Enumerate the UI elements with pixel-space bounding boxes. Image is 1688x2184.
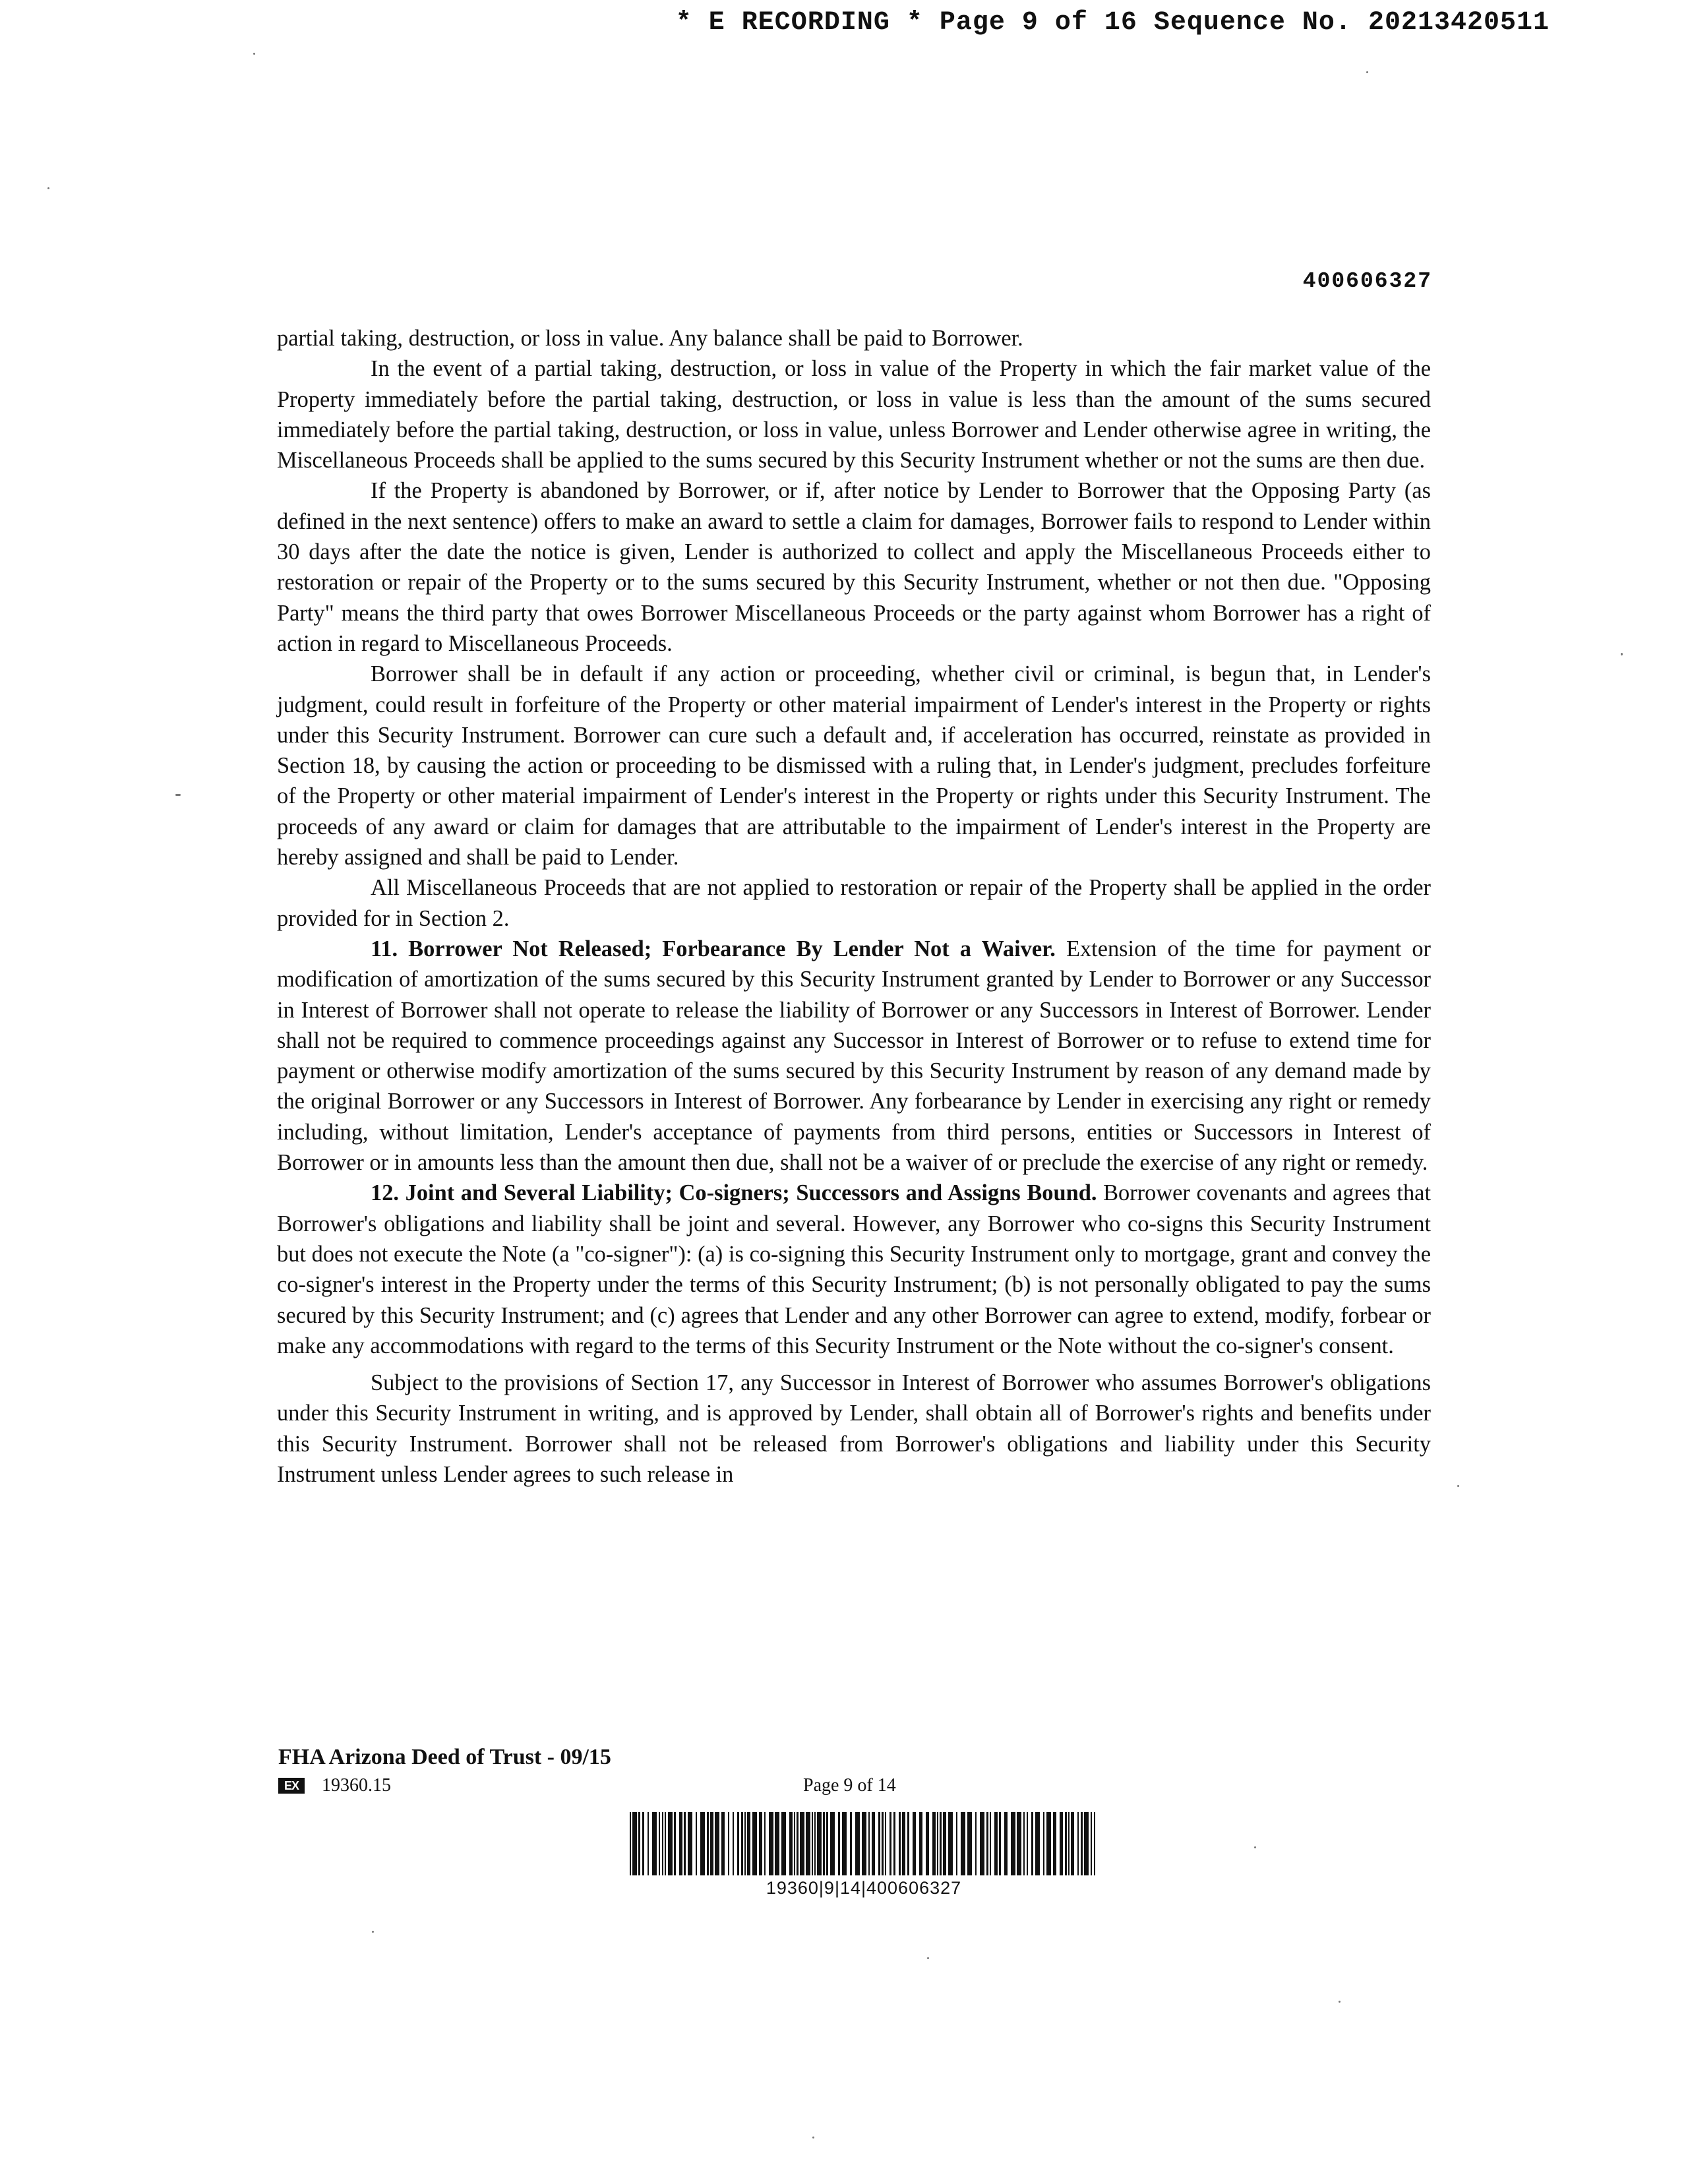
barcode-bar (630, 1812, 631, 1875)
barcode-bar (919, 1812, 922, 1875)
barcode-bar (747, 1812, 750, 1875)
barcode-bar (764, 1812, 766, 1875)
barcode-bar (980, 1812, 984, 1875)
barcode-bar (842, 1812, 847, 1875)
body-text (277, 323, 1431, 1490)
barcode-bar (1004, 1812, 1008, 1875)
barcode-bar (1094, 1812, 1095, 1875)
paragraph-misc-proceeds (277, 872, 1431, 934)
barcode-bar (812, 1812, 813, 1875)
recording-header: * E RECORDING * Page 9 of 16 Sequence No. 20213420511 (675, 8, 1550, 38)
barcode-bar (885, 1812, 886, 1875)
barcode-bar (700, 1812, 705, 1875)
barcode-bar (986, 1812, 988, 1875)
footer-page-label: Page 9 of 14 (803, 1775, 896, 1796)
scan-speck (927, 1957, 929, 1959)
barcode-bar (850, 1812, 852, 1875)
scan-speck (253, 53, 255, 55)
barcode-bar (899, 1812, 901, 1875)
barcode-bar (737, 1812, 739, 1875)
scan-speck (1254, 1846, 1256, 1848)
barcode-bar (961, 1812, 965, 1875)
barcode-bar (1081, 1812, 1083, 1875)
ellie-mae-logo: EX (278, 1778, 305, 1794)
barcode-bar (889, 1812, 891, 1875)
barcode-bar (902, 1812, 905, 1875)
barcode-bar (1053, 1812, 1056, 1875)
barcode-bar (926, 1812, 929, 1875)
barcode-bar (674, 1812, 676, 1875)
barcode-bar (814, 1812, 816, 1875)
barcode-bar (665, 1812, 666, 1875)
section-12-heading: 12. Joint and Several Liability; Co-signers; Successors and Assigns Bound. (371, 1180, 1097, 1206)
barcode-bar (975, 1812, 977, 1875)
paragraph-text: All Miscellaneous Proceeds that are not applied to restoration or repair of the Property shall be applied in the order provided for in Section 2. (277, 875, 1431, 931)
barcode-bar (907, 1812, 909, 1875)
barcode-bar (868, 1812, 870, 1875)
barcode-bar (806, 1812, 810, 1875)
paragraph-text: partial taking, destruction, or loss in value. Any balance shall be paid to Borrower. (277, 326, 1023, 351)
section-12-text: Borrower covenants and agrees that Borrower's obligations and liability shall be joint and several. However, any Borrower who co-signs this Security Instrument but does not execute the Note (a "co-signer"): (a) is co-signing this Security Instrument only to mortgage, grant and convey the co-signer's interest in the Property under the terms of this Security Instrument; (b) is not personally obligated to pay the sums secured by this Security Instrument; and (c) agrees that Lender and any other Borrower can agree to extend, modify, forbear or make any accommodations with regard to the terms of this Security Instrument or the Note without the co-signer's consent. (277, 1180, 1431, 1358)
section-11-heading: 11. Borrower Not Released; Forbearance By Lender Not a Waiver. (371, 936, 1056, 961)
barcode-bar (878, 1812, 880, 1875)
barcode-bar (1031, 1812, 1033, 1875)
barcode-bar (1023, 1812, 1025, 1875)
barcode-bar (893, 1812, 895, 1875)
barcode-bar (1060, 1812, 1063, 1875)
barcode-bar (1068, 1812, 1070, 1875)
section-11-text: Extension of the time for payment or modification of amortization of the sums secured by this Security Instrument granted by Lender to Borrower or any Successor in Interest of Borrower shall not operate to release the liability of Borrower or any Successors in Interest of Borrower. Lender shall not be required to commence proceedings against any Successor in Interest of Borrower or to refuse to extend time for payment or otherwise modify amortization of the sums secured by this Security Instrument by reason of any demand made by the original Borrower or any Successors in Interest of Borrower. Any forbearance by Lender in exercising any right or remedy including, without limitation, Lender's acceptance of payments from third persons, entities or Successors in Interest of Borrower or in amounts less than the amount then due, shall not be a waiver of or preclude the exercise of any right or remedy. (277, 936, 1432, 1176)
barcode-bar (948, 1812, 953, 1875)
barcode-bar (882, 1812, 884, 1875)
barcode-bar (707, 1812, 709, 1875)
barcode-bar (652, 1812, 657, 1875)
barcode-bar (638, 1812, 640, 1875)
barcode-bar (759, 1812, 762, 1875)
barcode-bar (1043, 1812, 1044, 1875)
barcode-bar (990, 1812, 991, 1875)
barcode-bar (830, 1812, 835, 1875)
barcode-bar (679, 1812, 682, 1875)
barcode-bar (967, 1812, 972, 1875)
barcode-bar (1071, 1812, 1074, 1875)
barcode-bar (741, 1812, 743, 1875)
barcode-bar (733, 1812, 734, 1875)
barcode-bar (688, 1812, 692, 1875)
scan-speck (1366, 71, 1368, 73)
barcode-bar (872, 1812, 875, 1875)
barcode-bar (715, 1812, 719, 1875)
barcode-bar (789, 1812, 793, 1875)
scan-speck (1457, 1485, 1459, 1487)
barcode-bar (728, 1812, 729, 1875)
barcode (630, 1812, 1098, 1875)
barcode-bar (662, 1812, 663, 1875)
paragraph-text: If the Property is abandoned by Borrower, or if, after notice by Lender to Borrower that the Opposing Party (as defined in the next sentence) offers to make an award to settle a claim for damages, Borrower fails to respond to Lender within 30 days after the date the notice is given, Lender is authorized to collect and apply the Miscellaneous Proceeds either to restoration or repair of the Property or to the sums secured by this Security Instrument, whether or not then due. "Opposing Party" means the third party that owes Borrower Miscellaneous Proceeds or the party against whom Borrower has a right of action in regard to Miscellaneous Proceeds. (277, 478, 1431, 656)
barcode-bar (913, 1812, 916, 1875)
barcode-bar (1027, 1812, 1028, 1875)
section-12 (277, 1178, 1431, 1361)
barcode-bar (956, 1812, 957, 1875)
section-11 (277, 934, 1431, 1178)
barcode-bar (710, 1812, 713, 1875)
barcode-bar (1046, 1812, 1051, 1875)
barcode-text: 19360|9|14|400606327 (766, 1878, 962, 1898)
barcode-bar (659, 1812, 660, 1875)
paragraph-successor (277, 1368, 1431, 1490)
barcode-bar (1011, 1812, 1015, 1875)
barcode-bar (642, 1812, 644, 1875)
scan-speck (812, 2137, 814, 2138)
barcode-bar (823, 1812, 825, 1875)
barcode-bar (797, 1812, 799, 1875)
barcode-bar (769, 1812, 773, 1875)
paragraph-continuation (277, 323, 1431, 353)
barcode-bar (1065, 1812, 1067, 1875)
scan-speck (175, 794, 181, 796)
barcode-bar (1091, 1812, 1092, 1875)
paragraph-text: Borrower shall be in default if any action or proceeding, whether civil or criminal, is begun that, in Lender's judgment, could result in forfeiture of the Property or other material impairment of Lender's interest in the Property or rights under this Security Instrument. Borrower can cure such a default and, if acceleration has occurred, reinstate as provided in Section 18, by causing the action or proceeding to be dismissed with a ruling that, in Lender's judgment, precludes forfeiture of the Property or other material impairment of Lender's interest in the Property or rights under this Security Instrument. The proceeds of any award or claim for damages that are attributable to the impairment of Lender's interest in the Property are hereby assigned and shall be paid to Lender. (277, 661, 1431, 870)
barcode-bar (800, 1812, 804, 1875)
barcode-bar (937, 1812, 938, 1875)
barcode-bar (932, 1812, 936, 1875)
paragraph-partial-taking (277, 353, 1431, 475)
scan-speck (1621, 653, 1623, 655)
barcode-bar (940, 1812, 942, 1875)
barcode-bar (817, 1812, 822, 1875)
barcode-bar (648, 1812, 649, 1875)
footer-title: FHA Arizona Deed of Trust - 09/15 (278, 1745, 611, 1769)
form-number: 19360.15 (322, 1775, 391, 1796)
barcode-bar (775, 1812, 779, 1875)
barcode-bar (684, 1812, 686, 1875)
paragraph-default (277, 659, 1431, 872)
barcode-bar (994, 1812, 998, 1875)
barcode-bar (744, 1812, 746, 1875)
barcode-bar (1084, 1812, 1089, 1875)
barcode-bar (826, 1812, 828, 1875)
barcode-bar (721, 1812, 725, 1875)
footer-form-number (278, 1775, 391, 1796)
scan-speck (1339, 2001, 1341, 2003)
barcode-bar (1035, 1812, 1040, 1875)
barcode-bar (752, 1812, 757, 1875)
barcode-bar (862, 1812, 866, 1875)
paragraph-abandoned-property (277, 475, 1431, 659)
barcode-bar (794, 1812, 795, 1875)
barcode-bar (838, 1812, 840, 1875)
paragraph-text: In the event of a partial taking, destruction, or loss in value of the Property in which the fair market value of the Property immediately before the partial taking, destruction, or loss in value is less than the amount of the sums secured immediately before the partial taking, destruction, or loss in value, unless Borrower and Lender otherwise agree in writing, the Miscellaneous Proceeds shall be applied to the sums secured by this Security Instrument whether or not the sums are then due. (277, 356, 1431, 473)
barcode-bar (1017, 1812, 1021, 1875)
scan-speck (47, 187, 49, 189)
scan-speck (372, 1931, 374, 1933)
barcode-bar (632, 1812, 637, 1875)
barcode-bar (1077, 1812, 1079, 1875)
barcode-bar (999, 1812, 1001, 1875)
barcode-bar (855, 1812, 860, 1875)
loan-number: 400606327 (1302, 269, 1432, 293)
barcode-bar (943, 1812, 946, 1875)
barcode-bar (696, 1812, 697, 1875)
paragraph-text: Subject to the provisions of Section 17, any Successor in Interest of Borrower who assumes Borrower's obligations under this Security Instrument in writing, and is approved by Lender, shall obtain all of Borrower's rights and benefits under this Security Instrument. Borrower shall not be released from Borrower's obligations and liability under this Security Instrument unless Lender agrees to such release in (277, 1370, 1431, 1487)
barcode-bar (781, 1812, 786, 1875)
barcode-bar (668, 1812, 673, 1875)
